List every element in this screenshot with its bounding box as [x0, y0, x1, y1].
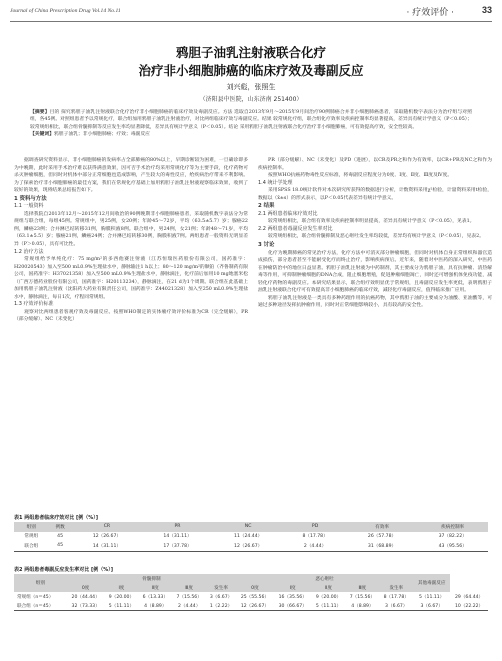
table2-cell: 8（17.78） — [383, 594, 409, 600]
table1-header-cell: 疾病控制率 — [441, 524, 465, 530]
abstract-text: 目的 探究鸦胆子油乳注射液联合化疗治疗非小细胞肺癌的临床疗效及毒副反应。方法 选取自2013年9月～2015年9月间治疗90例肺癌合并非小细胞肺癌患者，采取随机数字表法分为治疗组与对照组，各45例。对照组患者予以常规化疗，联合组加用鸦胆子油乳注射液治疗，对比两组临床疗效与毒副反应。结果 较常规化疗组，联合组化疗效率及疾病控制率均显著提高，差异具有统计学意义（P＜0.05）；较常规组相比，联合组骨髓抑制等反应发生率均显著降低，差异具有统计学意义（P＜0.05）。结论 采用鸦胆子油乳注射液联合化疗治疗非小细胞肺癌，可有效提高疗效，安全性较高。 — [30, 110, 472, 130]
table2-cell: 16（35.56） — [278, 594, 307, 600]
table2-cell: 4（8.89） — [351, 603, 374, 609]
table1-cell: 2（4.44） — [303, 543, 327, 549]
subheading-treatment: 1.2 治疗方法 — [14, 248, 44, 255]
table2-cell: 20（44.44） — [71, 594, 100, 600]
abstract — [30, 109, 472, 138]
table-row — [14, 592, 488, 601]
page-number: 33 — [481, 5, 492, 15]
table2-cell: 29（64.44） — [454, 594, 484, 600]
paragraph-general-data: 选择我院自2013年12月～2015年12月间收治的90例晚期非小细胞肺癌患者，采取随机数字表法分为常规组与联合组，每组45例。常规组中，男25例，女20例；年龄45～72岁，平均（63.5±5.7）岁；腺癌22例，鳞癌23例；合并淋巴结转移31例，胸膜积液8例。联合组中，男24例，女21例；年龄48～71岁，平均（63.1±5.5）岁；腺癌21例，鳞癌24例；合并淋巴结转移30例，胸膜积液7例。两组患者一般资料无明显差异（P＞0.05），具有可比性。 — [14, 211, 248, 248]
table1-header-cell: PD — [311, 524, 319, 530]
journal-header: Journal of China Prescription Drug Vol.14 No.11 — [10, 8, 121, 14]
paragraph-discussion-2: 鸦胆子油乳注射液是一类具有多种药理作用的抗癌药物，其中鸦胆子油的主要成分为油酸、亚油酸等，可通过多种途径发挥抗肿瘤作用，同时对正常细胞影响较小，具有较高的安全性。 — [258, 295, 492, 309]
table1 — [14, 522, 488, 552]
table2-cell: 25（55.56） — [240, 594, 269, 600]
table2-subheader-cell: Ⅰ度 — [289, 585, 296, 591]
table2-cell: 9（20.00） — [315, 594, 342, 600]
subheading-adverse: 2.2 两组患者毒副反应发生率对比 — [258, 225, 333, 232]
paragraph-efficacy: 较常规组相比，联合组有效率及疾病控制率明显提高，差异具有统计学意义（P＜0.05），见表1。 — [268, 219, 475, 225]
section-heading-discussion: 3 讨论 — [258, 242, 275, 249]
header-rule — [10, 21, 492, 22]
affiliation: （济阳县中医院，山东济南 251400） — [199, 96, 303, 103]
table1-cell: 联合组 — [24, 543, 39, 549]
subheading-statistics: 1.4 统计学处理 — [258, 179, 293, 186]
subheading-evaluation: 1.3 疗效评价标准 — [14, 301, 54, 308]
table2-subheader-cell: 发生率 — [214, 585, 228, 591]
table2-subheader-cell: 发生率 — [389, 585, 404, 591]
abstract-label: 【摘要】 — [30, 110, 50, 115]
table2-cell: 2（4.44） — [177, 603, 201, 609]
table2-cell: 7（15.56） — [349, 594, 375, 600]
table1-cell: 45 — [57, 543, 64, 549]
table-row — [14, 541, 488, 551]
table2-header-marrow: 骨髓抑制 — [142, 576, 161, 582]
article-title-line1: 鸦胆子油乳注射液联合化疗 — [175, 45, 326, 60]
table2-cell: 32（73.33） — [71, 603, 100, 609]
table2-cell: 3（6.67） — [209, 594, 233, 600]
table-row — [14, 532, 488, 542]
table1-header-cell: PR — [174, 524, 181, 530]
table2-cell: 4（8.89） — [144, 603, 167, 609]
table1-cell: 12（26.67） — [234, 543, 263, 549]
table1-caption: 表1 两组患者临床疗效对比 [例（%）] — [14, 515, 99, 521]
table1-cell: 31（68.89） — [367, 543, 397, 549]
table1-header-cell: 例数 — [55, 524, 65, 530]
table1-cell: 43（95.56） — [438, 543, 467, 549]
table-row — [14, 601, 488, 611]
table1-header-cell: NC — [244, 524, 252, 530]
paragraph-adverse: 较常规组相比，联合组骨髓抑制及恶心呕吐发生率均较低，差异均有统计学意义（P＜0.05），见表2。 — [268, 234, 485, 240]
table2-cell: 3（6.67） — [420, 603, 443, 609]
table1-cell: 14（31.11） — [163, 534, 192, 540]
table1-header-cell: 组别 — [26, 524, 36, 530]
section-label: · 疗效评价 · — [406, 8, 454, 18]
table2-cell: 1（2.22） — [209, 603, 233, 609]
paragraph-treatment: 常规组给予单纯化疗：75 mg/m²的多西他赛注射液（江苏恒瑞医药股份有限公司，国药准字：H20020543）加入至500 mL0.9%生理盐水中，静脉输注1 h以上；80～120 mg/m²的顺铂（齐鲁制药有限公司，国药准字：H37021358）加入至500 mL0.9%生理盐水中，静脉滴注，化疗前后加用10 mg地塞米松（广西万德药业股份有限公司，国药准字：H20113234），静脉滴注，在21 d为1个周期。联合组在此基础上加用鸦胆子油乳注射液（沈阳药大药业有限责任公司，国药准字：Z44021328）加入至250 mL0.9%生理盐水中，静脉滴注，每日1次，疗程同常规组。 — [14, 257, 248, 300]
table1-cell: 26（57.78） — [367, 534, 397, 540]
table2-cell: 9（20.00） — [108, 594, 135, 600]
table2-cell: 6（13.33） — [142, 594, 168, 600]
intro-paragraph: 据调查研究资料显示，非小细胞肺癌的发病率占全部肺癌的80%以上，早期诊断较为困难，一旦确诊即多为中晚期，此时采用手术治疗难以获得满意效果，因可否手术治疗均采用常规化疗等为主要手段，化疗药物可杀灭肿瘤细胞，但同时对机体中部分正常细胞也造成影响，产生较大的毒性反应，给疾病治疗带来不利影响。为了探索治疗非小细胞肺癌的最佳方案，我们在常规化疗基础上加用鸦胆子油乳注射液观察临床效果，收到了较好的效果，现将结果总结报告如下。 — [14, 158, 248, 194]
table2 — [14, 574, 488, 611]
table2-subheader-cell: Ⅱ度 — [151, 585, 159, 591]
table2-caption: 表2 两组患者毒副反应发生率对比 [例（%）] — [14, 567, 114, 573]
section-heading-materials: 1 资料与方法 — [14, 195, 47, 202]
table2-cell: 5（11.11） — [108, 603, 135, 609]
table1-cell: 14（31.11） — [92, 543, 121, 549]
table2-cell: 12（26.67） — [240, 603, 269, 609]
table1-cell: 37（82.22） — [438, 534, 467, 540]
table2-header-other: 其他毒副反应 — [417, 581, 446, 586]
table1-cell: 11（24.44） — [234, 534, 263, 540]
table1-header-cell: CR — [103, 524, 111, 530]
subheading-efficacy: 2.1 两组患者临床疗效对比 — [258, 210, 318, 217]
keywords-label: 【关键词】 — [30, 131, 54, 137]
table1-cell: 8（17.78） — [302, 534, 328, 540]
paragraph-discussion-1: 化疗为晚期肺癌的常见治疗方法，化疗方法中可消灭部分肿瘤细胞，但同时对机体自身正常组织和器官造成损伤，部分患者甚至不能耐受化疗而终止治疗，影响疾病预后。近年来，随着对中医药的深入研究，中医药在肿瘤防治中的地位日益显著。鸦胆子油乳注射液为中药制剂，其主要成分为鸦胆子油，具有抗肿瘤、清热解毒等作用，可抑制肿瘤细胞的DNA合成，阻止细胞增殖，促进肿瘤细胞凋亡，同时还可增强机体免疫功能，减轻化疗药物的毒副反应。本研究结果显示，联合组疗效明显优于常规组，且毒副反应发生率更低，表明鸦胆子油乳注射液联合化疗可有效提高非小细胞肺癌的临床疗效，减轻化疗毒副反应，值得临床推广应用。 — [258, 250, 492, 294]
table2-subheader-cell: 0度 — [251, 585, 259, 591]
table2-cell: 5（11.11） — [419, 594, 445, 600]
subheading-general: 1.1 一般资料 — [14, 203, 44, 210]
table2-cell: 10（22.22） — [454, 603, 484, 609]
left-column — [14, 157, 248, 324]
table2-header-nausea: 恶心呕吐 — [315, 576, 334, 582]
table1-cell: 45 — [57, 533, 64, 539]
authors: 刘兴彪，张照生 — [226, 83, 276, 91]
table2-subheader-cell: Ⅱ度 — [325, 585, 332, 591]
table2-subheader-cell: Ⅲ度 — [185, 585, 194, 591]
right-column — [258, 157, 492, 310]
table2-row-label: 常规组（n＝45） — [17, 594, 54, 600]
table1-cell: 17（37.78） — [163, 543, 192, 549]
table1-cell: 常规组 — [24, 534, 39, 540]
paragraph-evaluation: 观察对比两组患者客观疗效及毒副反应。按照WHO制定的实体瘤疗效评价标准为CR（完全缓解），PR（部分缓解）、NC（未变化） — [14, 309, 248, 323]
section-heading-results: 2 结果 — [258, 203, 275, 210]
table2-cell: 3（6.67） — [385, 603, 408, 609]
table2-cell: 5（11.11） — [315, 603, 342, 609]
paragraph-efficacy-def: PR（部分缓解）、NC（未变化）及PD（进展），以CR及PR之和作为有效率，以CR+PR及NC之和作为疾病控制率。 — [258, 158, 492, 171]
table2-subheader-cell: Ⅲ度 — [358, 585, 367, 591]
table2-subheader-cell: 0度 — [81, 585, 90, 591]
table2-row-label: 联合组（n＝45） — [17, 603, 54, 609]
table2-subheader-cell: Ⅰ度 — [118, 585, 125, 591]
table2-cell: 7（15.56） — [176, 594, 202, 600]
paragraph-statistics: 采用SPSS 18.0统计软件对本次研究所获得的数据进行分析，计数资料采用χ²检验，计量资料采用t检验，数据以（x̄±s）的形式表示，以P＜0.05代表差异有统计学意义。 — [258, 188, 492, 201]
keywords-text: 鸦胆子油乳；非小细胞肺癌；疗效；毒副反应 — [54, 131, 150, 137]
paragraph-toxicity-grades: 按照WHO抗癌药物毒性反应标准，将毒副反应程度分为0度、Ⅰ度、Ⅱ度、Ⅲ度及Ⅳ度。 — [268, 173, 453, 179]
table1-header-cell: 有效率 — [375, 524, 389, 530]
table2-cell: 30（66.67） — [278, 603, 307, 609]
table2-header-group: 组别 — [35, 581, 45, 586]
table1-cell: 12（26.67） — [92, 534, 121, 540]
article-title-line2: 治疗非小细胞肺癌的临床疗效及毒副反应 — [138, 63, 364, 78]
